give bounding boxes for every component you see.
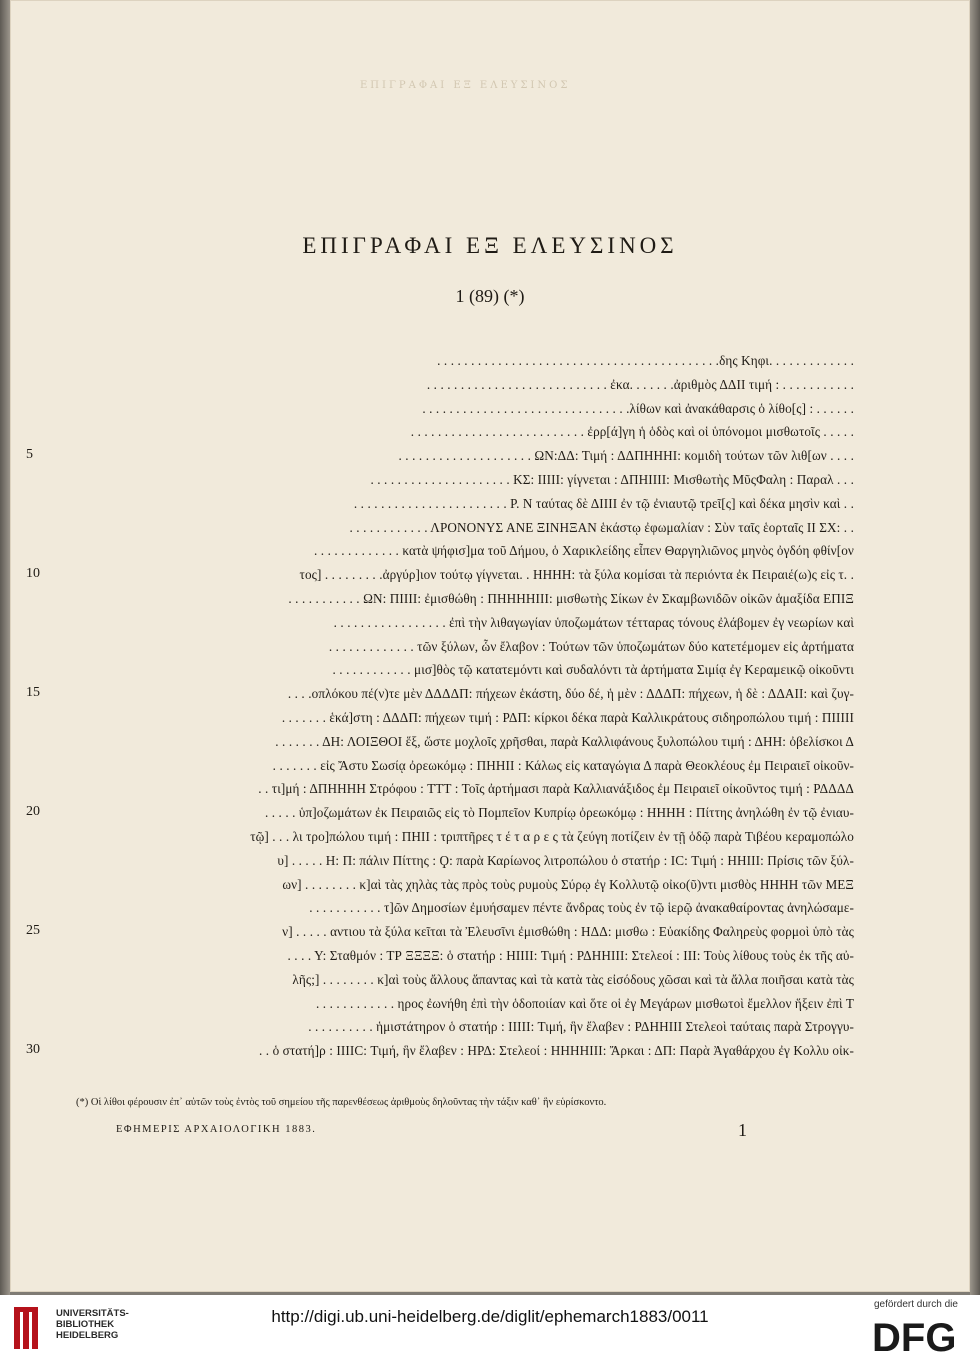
inscription-line	[0, 421, 980, 445]
line-text: τος] . . . . . . . . .ἀργύρ]ιον τούτῳ γίγνεται. . ΗΗΗΗ: τὰ ξύλα κομίσαι τὰ περιόντα ἐκ Πειραιέ(ω)ς εἰς τ. .	[299, 567, 854, 583]
inscription-line	[0, 398, 980, 422]
line-text: . . . . . . . . . . . . . . . . . . . . . . . . . . . . . . . . . . . . . . . . . .δης Κηφι. . . . . . . . . . . . .	[437, 353, 854, 368]
inscription-line	[0, 588, 980, 612]
library-name-line: UNIVERSITÄTS-	[56, 1308, 129, 1319]
line-number: 20	[26, 804, 40, 820]
line-text: . . . . . . . . . . . . μισ]θὸς τῷ κατατεμόντι καὶ συδαλόντι τὰ ἀρτήματα Σιμίᾳ ἐγ Κεραμεικῷ οἰκοῦντι	[332, 662, 854, 678]
line-number: 15	[26, 685, 40, 701]
faint-bleedthrough-header: ΕΠΙΓΡΑΦΑΙ ΕΞ ΕΛΕΥΣΙΝΟΣ	[360, 80, 571, 91]
line-text: . . . . . . . . . . . . . . . . . . . . . . . . . . . . . . .λίθων καὶ ἀνακάθαρσις ὁ λίθο[ς] : . . . . . .	[422, 400, 854, 416]
inscription-line	[0, 850, 980, 874]
inscription-line	[0, 659, 980, 683]
inscription-line	[0, 517, 980, 541]
inscription-line	[0, 350, 980, 374]
line-text: . . . . . . . εἰς Ἄστυ Σωσίᾳ ὀρεωκόμῳ : ΠΗΗΙΙ : Κάλως εἰς καταγώγια Δ παρὰ Θεοκλέους ἐμ Πειραιεῖ οἰκοῦν-	[272, 757, 854, 773]
inscription-line	[0, 540, 980, 564]
line-text: . . . . . . . . . . . ΩΝ: ΠΙΙΙΙ: ἐμισθώθη : ΠΗΗΗΗΙΙΙ: μισθωτὴς Σίκων ἐν Σκαμβωνιδῶν οἰκῶν ἁμαξίδα ΕΠΙΞ	[288, 590, 854, 606]
dfg-logo-icon	[870, 1317, 970, 1355]
inscription-line	[0, 921, 980, 945]
inscription-line	[0, 897, 980, 921]
inscription-line	[0, 612, 980, 636]
inscription-line	[0, 731, 980, 755]
line-text: . . . . . . . . . . . τ]ῶν Δημοσίων ἐμυήσαμεν πέντε ἄνδρας τοὺς ἐν τῷ ἱερῷ ἀνακαθαίροντας ἀνηλώσαμε-	[309, 900, 854, 916]
line-number: 30	[26, 1042, 40, 1058]
line-text: . . . . . . . . . . . . . . . . . . . . . . . . . . ἐρρ[ά]γη ἡ ὁδὸς καὶ οἱ ὑπόνομοι μισθωτοῖς . . . . .	[410, 424, 854, 440]
library-name-line: BIBLIOTHEK	[56, 1319, 115, 1330]
inscription-line	[0, 802, 980, 826]
line-text: . . . . . . . . . . . . . . . . . ἐπὶ τὴν λιθαγωγίαν ὑποζωμάτων τέτταρας τόνους ἐλάβομεν ἐγ νεωρίων καὶ	[333, 614, 854, 630]
inscription-line	[0, 778, 980, 802]
viewer-footer-bar	[0, 1295, 980, 1363]
line-text: . . . . . . . . . . . . . . . . . . . . . ΚΣ: ΙΙΙΙΙ: γίγνεται : ΔΠΗΙΙΙΙ: Μισθωτὴς ΜῦςΦαλη : Παραλ . . .	[370, 471, 854, 487]
inscription-line	[0, 707, 980, 731]
inscription-text	[0, 350, 980, 1064]
page-number: 1	[738, 1120, 747, 1140]
permalink-url[interactable]: http://digi.ub.uni-heidelberg.de/diglit/ephemarch1883/0011	[271, 1307, 709, 1326]
line-text: υ] . . . . . Η: Π: πάλιν Πίττης : Ϙ: παρὰ Καρίωνος λιτροπώλου ὁ στατήρ : ΙC: Τιμή : ΗΗΙΙΙ: Πρίσις τῶν ξύλ-	[277, 852, 854, 868]
line-text: . . . . . . . . . . ἡμιστάτηρον ὁ στατήρ : ΙΙΙΙΙ: Τιμή, ἣν ἔλαβεν : ΡΔΗΗΙΙΙ Στελεοὶ ταύταις παρὰ Στρογγυ-	[308, 1019, 854, 1035]
line-text: . . . . . . . . . . . . ΛΡΟΝΟΝΥΣ ΑΝΕ ΞΙΝΗΞΑΝ ἑκάστῳ ἐφωμαλίαν : Σὺν ταῖς ἑορταῖς ΙΙ ΣΧ: . .	[349, 519, 854, 535]
line-text: . . ὁ στατή]ρ : ΙΙΙΙC: Τιμή, ἣν ἔλαβεν : ΗΡΔ: Στελεοί : ΗΗΗΗΙΙΙ: Ἄρκαι : ΔΠ: Παρὰ Ἀγαθάρχου ἐγ Κολλυ οἰκ-	[258, 1043, 854, 1059]
line-text: . . . . . . . ἑκά]στη : ΔΔΔΠ: πήχεων τιμή : ΡΔΠ: κίρκοι δέκα παρὰ Καλλικράτους σιδηροπώλου τιμή : ΠΙΙΙΙΙ	[281, 709, 854, 725]
line-number: 25	[26, 923, 40, 939]
line-text: . . . . . . . . . . . . . . . . . . . . . . . P. Ν ταύτας δὲ ΔΙΙΙΙ ἐν τῷ ἐνιαυτῷ τρεῖ[ς] καὶ δέκα μησὶν καὶ . .	[353, 495, 854, 511]
inscription-line	[0, 969, 980, 993]
line-text: . . . . . . . . . . . . . τῶν ξύλων, ὧν ἔλαβον : Τούτων τῶν ὑποζωμάτων δύο κατετέμομεν εἰς ἀρτήματα	[328, 638, 854, 654]
line-text: . . . .οπλόκου πέ(ν)τε μὲν ΔΔΔΔΠ: πήχεων ἑκάστη, δύο δέ, ἡ μὲν : ΔΔΔΠ: πήχεων, ἡ δὲ : ΔΔΑΙΙ: καὶ ζυγ-	[287, 686, 854, 702]
page-title: ΕΠΙΓΡΑΦΑΙ ΕΞ ΕΛΕΥΣΙΝΟΣ	[302, 233, 678, 258]
line-text: . . τι]μή : ΔΠΗΗΗΗ Στρόφου : ΤΤΤ : Τοῖς ἀρτήμασι παρὰ Καλλιανάξιδος ἐμ Πειραιεῖ οἰκοῦντος τιμή : ΡΔΔΔΔ	[258, 781, 854, 797]
funding-note: gefördert durch die	[874, 1299, 958, 1310]
journal-footer: ΕΦΗΜΕΡΙΣ ΑΡΧΑΙΟΛΟΓΙΚΗ 1883.	[116, 1124, 317, 1135]
inscription-line	[0, 374, 980, 398]
line-text: . . . . Υ: Σταθμόν : ΤΡ ΞΞΞΞ: ὁ στατήρ : ΗΙΙΙΙ: Τιμή : ΡΔΗΗΙΙΙ: Στελεοί : ΙΙΙ: Τοὺς λίθους τοὺς ἐκ τῆς αὐ-	[287, 947, 854, 963]
inscription-line	[0, 826, 980, 850]
inscription-line	[0, 945, 980, 969]
inscription-line	[0, 1016, 980, 1040]
line-text: . . . . . . . . . . . . . κατὰ ψήφισ]μα τοῦ Δήμου, ὁ Χαρικλείδης εἶπεν Θαργηλιῶνος μηνὸς ὀγδόη φθίν[ον	[314, 543, 854, 559]
line-text: . . . . . ὑπ]οζωμάτων ἐκ Πειραιῶς εἰς τὸ Πομπεῖον Κυπρίῳ ὀρεωκόμῳ : ΗΗΗΗ : Πίττης ἀνηλώθη ἐν τῷ ἐνιαυ-	[264, 805, 854, 821]
inscription-line	[0, 636, 980, 660]
inscription-number: 1 (89) (*)	[455, 286, 525, 306]
inscription-line	[0, 469, 980, 493]
library-name-line: HEIDELBERG	[56, 1330, 119, 1341]
inscription-line	[0, 564, 980, 588]
line-text: . . . . . . . . . . . . . . . . . . . . ΩΝ:ΔΔ: Τιμή : ΔΔΠΗΗΗΙ: κομιδὴ τούτων τῶν λιθ[ων . . . .	[398, 448, 854, 464]
line-text: . . . . . . . . . . . . ηρος ἐωνήθη ἐπὶ τὴν ὁδοποιίαν καὶ ὅτε οἱ ἐγ Μεγάρων μισθωτοὶ ἔμελλον ἥξειν ἐπὶ Τ	[316, 995, 854, 1011]
line-text: λῆς;] . . . . . . . . κ]αὶ τοὺς ἄλλους ἅπαντας καὶ τὰ κατὰ τὰς εἰσόδους χῶσαι καὶ τὰ ἄλλα ποιῆσαι κατὰ τὰς	[292, 971, 854, 987]
inscription-line	[0, 755, 980, 779]
dfg-logo-text: DFG	[872, 1317, 957, 1355]
line-text: . . . . . . . ΔΗ: ΛΟΙΞΘΟΙ ἕξ, ὥστε μοχλοῖς χρῆσθαι, παρὰ Καλλιφάνους ξυλοπώλου τιμή : ΔΗΗ: ὀβελίσκοι Δ	[275, 733, 854, 749]
inscription-line	[0, 445, 980, 469]
line-text: ν] . . . . . αντιου τὰ ξύλα κεῖται τὰ Ἐλευσῖνι ἐμισθώθη : ΗΔΔ: μισθω : Εὐακίδης Φαληρεὺς φορμοὶ ὑπὸ τὰς	[282, 924, 854, 940]
inscription-line	[0, 683, 980, 707]
inscription-line	[0, 493, 980, 517]
line-text: τῷ] . . . λι τρο]πώλου τιμή : ΠΗΙΙ : τριπτῆρες τ έ τ α ρ ε ς τὰ ζεύγη ποτίζειν ἐν τῇ ὁδῷ παρὰ Τιβέου κεραμοπώλο	[250, 828, 854, 844]
line-number: 5	[26, 447, 33, 463]
inscription-line	[0, 874, 980, 898]
line-text: . . . . . . . . . . . . . . . . . . . . . . . . . . . ἐκα. . . . . . .ἀριθμὸς ΔΔΙΙ τιμή : . . . . . . . . . . .	[426, 376, 854, 392]
footnote: (*) Οἱ λίθοι φέρουσιν ἐπ᾽ αὐτῶν τοὺς ἐντὸς τοῦ σημείου τῆς παρενθέσεως ἀριθμοὺς δηλοῦντας τὴν τάξιν καθ᾽ ἣν εὑρίσκοντο.	[76, 1097, 607, 1108]
inscription-line	[0, 993, 980, 1017]
line-text: ων] . . . . . . . . κ]αὶ τὰς χηλὰς τὰς πρὸς τοὺς ρυμοὺς Σύρῳ ἐγ Κολλυτῷ οἰκο(ῦ)ντι μισθὸς ΗΗΗΗ τῶν ΜΕΞ	[282, 876, 854, 892]
inscription-line	[0, 1040, 980, 1064]
line-number: 10	[26, 566, 40, 582]
